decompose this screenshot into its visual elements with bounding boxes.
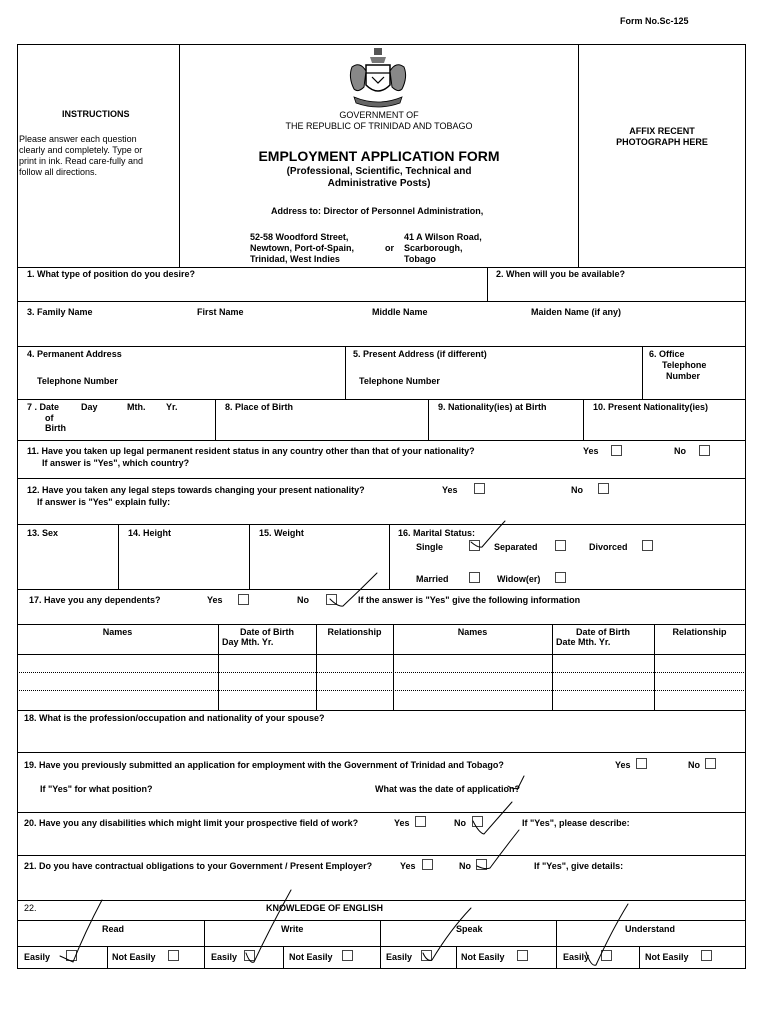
address-or: or bbox=[385, 243, 394, 253]
q19-position: If "Yes" for what position? bbox=[40, 784, 153, 794]
separated-label: Separated bbox=[494, 542, 538, 552]
dep-relationship-left: Relationship bbox=[327, 627, 382, 637]
q15-label: 15. Weight bbox=[259, 528, 304, 538]
write-easily-checkmark bbox=[246, 890, 291, 962]
dep-dob-right: Date of Birth bbox=[576, 627, 630, 637]
q11-label: 11. Have you taken up legal permanent resident status in any country other than that of your nationality? bbox=[27, 446, 475, 456]
q17-yes-label: Yes bbox=[207, 595, 223, 605]
q16-label: 16. Marital Status: bbox=[398, 528, 476, 538]
dep-dob-sub-right: Date Mth. Yr. bbox=[556, 637, 611, 647]
q6-label-3: Number bbox=[666, 371, 701, 381]
q21-followup: If "Yes", give details: bbox=[534, 861, 624, 871]
q5-label: 5. Present Address (if different) bbox=[353, 349, 487, 359]
instructions-line-4: follow all directions. bbox=[19, 167, 98, 177]
q11-no-label: No bbox=[674, 446, 686, 456]
address-to: Address to: Director of Personnel Administration, bbox=[271, 206, 484, 216]
q3-maiden-name: Maiden Name (if any) bbox=[531, 307, 622, 317]
q20-no-label: No bbox=[454, 818, 466, 828]
single-checkmark bbox=[471, 521, 505, 547]
q13-label: 13. Sex bbox=[27, 528, 59, 538]
dep-names-left: Names bbox=[102, 627, 133, 637]
q18-label: 18. What is the profession/occupation and nationality of your spouse? bbox=[24, 713, 325, 723]
q1-label: 1. What type of position do you desire? bbox=[27, 269, 196, 279]
q21-no-label: No bbox=[459, 861, 471, 871]
instructions-line-2: clearly and completely. Type or bbox=[19, 145, 143, 155]
understand-easily-label: Easily bbox=[563, 952, 590, 962]
form-subtitle-2: Administrative Posts) bbox=[327, 178, 431, 189]
government-line-2: THE REPUBLIC OF TRINIDAD AND TOBAGO bbox=[285, 121, 473, 131]
form-number: Form No.Sc-125 bbox=[620, 16, 689, 26]
address-right-1: 41 A Wilson Road, bbox=[404, 232, 482, 242]
address-right-2: Scarborough, bbox=[404, 243, 463, 253]
instructions-line-3: print in ink. Read care-fully and bbox=[19, 156, 144, 166]
widow-label: Widow(er) bbox=[497, 574, 541, 584]
q21-yes-label: Yes bbox=[400, 861, 416, 871]
photo-label-2: PHOTOGRAPH HERE bbox=[616, 137, 708, 147]
q19-date-checkmark bbox=[508, 776, 524, 789]
speak-not-easily-label: Not Easily bbox=[461, 952, 505, 962]
address-left-1: 52-58 Woodford Street, bbox=[250, 232, 349, 242]
q19-yes-label: Yes bbox=[615, 760, 631, 770]
english-read: Read bbox=[102, 924, 125, 934]
address-left-3: Trinidad, West Indies bbox=[250, 254, 340, 264]
dep-dob-sub-left: Day Mth. Yr. bbox=[222, 637, 274, 647]
read-easily-label: Easily bbox=[24, 952, 51, 962]
q20-no-checkmark bbox=[473, 802, 512, 834]
government-line-1: GOVERNMENT OF bbox=[339, 110, 419, 120]
q5-telephone: Telephone Number bbox=[359, 376, 440, 386]
q9-label: 9. Nationality(ies) at Birth bbox=[438, 402, 547, 412]
form-subtitle-1: (Professional, Scientific, Technical and bbox=[286, 166, 472, 177]
q12-followup: If answer is "Yes" explain fully: bbox=[37, 497, 171, 507]
q12-no-label: No bbox=[571, 485, 583, 495]
q6-label-2: Telephone bbox=[662, 360, 707, 370]
q11-yes-label: Yes bbox=[583, 446, 599, 456]
q7-month: Mth. bbox=[127, 402, 146, 412]
write-easily-label: Easily bbox=[211, 952, 238, 962]
q3-family-name: 3. Family Name bbox=[27, 307, 93, 317]
photo-label-1: AFFIX RECENT bbox=[629, 126, 695, 136]
english-understand: Understand bbox=[625, 924, 676, 934]
form-title: EMPLOYMENT APPLICATION FORM bbox=[258, 148, 500, 164]
dep-names-right: Names bbox=[457, 627, 488, 637]
q17-label: 17. Have you any dependents? bbox=[29, 595, 161, 605]
english-speak: Speak bbox=[456, 924, 483, 934]
write-not-easily-label: Not Easily bbox=[289, 952, 333, 962]
q20-followup: If "Yes", please describe: bbox=[522, 818, 630, 828]
q19-label: 19. Have you previously submitted an application for employment with the Government of Trinidad and Tobago? bbox=[24, 760, 504, 770]
read-not-easily-label: Not Easily bbox=[112, 952, 156, 962]
speak-easily-label: Easily bbox=[386, 952, 413, 962]
q17-no-checkmark bbox=[330, 573, 377, 606]
q3-first-name: First Name bbox=[197, 307, 244, 317]
married-label: Married bbox=[416, 574, 449, 584]
dep-relationship-right: Relationship bbox=[672, 627, 727, 637]
q21-no-checkmark bbox=[477, 830, 519, 869]
address-right-3: Tobago bbox=[404, 254, 436, 264]
q12-yes-label: Yes bbox=[442, 485, 458, 495]
instructions-title: INSTRUCTIONS bbox=[62, 109, 130, 119]
q7-day: Day bbox=[81, 402, 98, 412]
english-write: Write bbox=[281, 924, 304, 934]
q11-followup: If answer is "Yes", which country? bbox=[42, 458, 190, 468]
instructions-line-1: Please answer each question bbox=[19, 134, 137, 144]
q3-middle-name: Middle Name bbox=[372, 307, 428, 317]
q12-label: 12. Have you taken any legal steps towards changing your present nationality? bbox=[27, 485, 365, 495]
english-title: KNOWLEDGE OF ENGLISH bbox=[266, 903, 383, 913]
q17-no-label: No bbox=[297, 595, 309, 605]
q4-telephone: Telephone Number bbox=[37, 376, 118, 386]
understand-not-easily-label: Not Easily bbox=[645, 952, 689, 962]
q8-label: 8. Place of Birth bbox=[225, 402, 294, 412]
q2-label: 2. When will you be available? bbox=[496, 269, 626, 279]
q7-label-1: 7 . Date bbox=[27, 402, 60, 412]
q10-label: 10. Present Nationality(ies) bbox=[593, 402, 709, 412]
q7-label-2: of bbox=[45, 413, 54, 423]
q7-label-3: Birth bbox=[45, 423, 66, 433]
q6-label-1: 6. Office bbox=[649, 349, 685, 359]
q7-year: Yr. bbox=[166, 402, 178, 412]
speak-easily-checkmark bbox=[423, 908, 471, 960]
q20-label: 20. Have you any disabilities which might limit your prospective field of work? bbox=[24, 818, 359, 828]
divorced-label: Divorced bbox=[589, 542, 628, 552]
q20-yes-label: Yes bbox=[394, 818, 410, 828]
q17-followup: If the answer is "Yes" give the following information bbox=[358, 595, 581, 605]
address-left-2: Newtown, Port-of-Spain, bbox=[250, 243, 354, 253]
q21-label: 21. Do you have contractual obligations to your Government / Present Employer? bbox=[24, 861, 373, 871]
q22-number: 22. bbox=[24, 903, 37, 913]
q19-no-label: No bbox=[688, 760, 700, 770]
q14-label: 14. Height bbox=[128, 528, 172, 538]
dep-dob-left: Date of Birth bbox=[240, 627, 294, 637]
q4-label: 4. Permanent Address bbox=[27, 349, 122, 359]
q19-date: What was the date of application? bbox=[375, 784, 521, 794]
single-label: Single bbox=[416, 542, 444, 552]
understand-easily-checkmark bbox=[586, 904, 628, 965]
read-easily-checkmark bbox=[60, 900, 102, 962]
